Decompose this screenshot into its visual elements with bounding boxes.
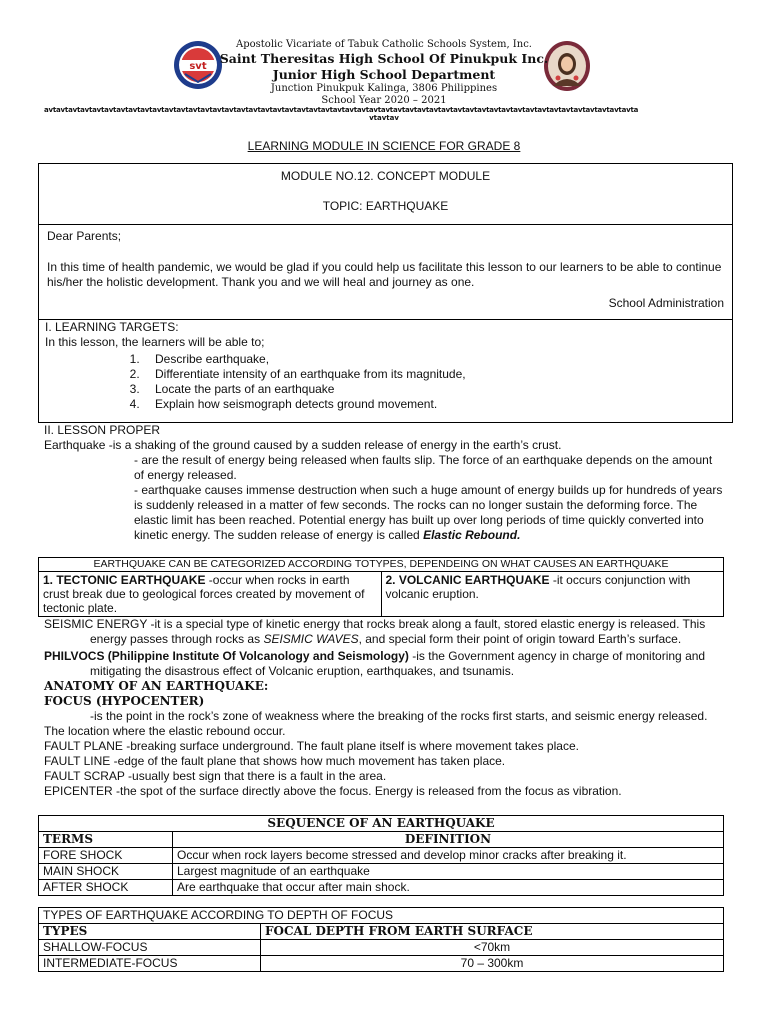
seismic-text: SEISMIC ENERGY -it is a special type of kinetic energy that rocks break along a fault, stored elastic energy is released. This energy passes through rocks as [44,617,706,646]
targets-heading: I. LEARNING TARGETS: [45,320,179,334]
list-item: 4. Explain how seismograph detects ground movement. [143,397,726,412]
sequence-table [38,815,724,896]
module-heading: LEARNING MODULE IN SCIENCE FOR GRADE 8 [247,139,521,153]
lesson-proper [44,423,724,543]
focus-text: -is the point in the rock’s zone of weakness where the breaking of the rocks first starts, and seismic energy released. The location where the elastic rebound occur. [44,709,708,738]
depth-cell: <70km [261,940,724,956]
header-address: Junction Pinukpuk Kalinga, 3806 Philippines [270,83,498,94]
earthquake-definition-3 [90,483,724,543]
seismic-text-end: , and special form their point of origin toward Earth’s surface. [358,632,682,646]
header-school-year: School Year 2020 – 2021 [321,95,447,106]
tectonic-cell [39,572,382,617]
volcanic-text: -it occurs conjunction with volcanic eruption. [385,573,691,601]
letter-salutation: Dear Parents; [47,229,122,243]
decorative-border-end: vtavtav [369,114,399,122]
earthquake-definition: Earthquake -is a shaking of the ground caused by a sudden release of energy in the earth’s crust. [44,438,562,452]
module-info-box [38,163,733,225]
header-department: Junior High School Department [272,67,496,82]
term-cell: AFTER SHOCK [39,880,173,896]
seismic-waves-term: SEISMIC WAVES [263,632,359,646]
depth-table [38,907,724,972]
letter-body: In this time of health pandemic, we would be glad if you could help us facilitate this lesson to our learners to be able to continue his/her the holistic development. Thank you and we will heal and journey as one. [47,260,722,289]
table-row [39,848,724,864]
seismic-energy [44,617,724,647]
volcanic-title: 2. VOLCANIC EARTHQUAKE [385,573,550,587]
focus-heading: FOCUS (HYPOCENTER) [44,694,205,708]
module-topic: TOPIC: EARTHQUAKE [322,199,449,213]
terms-header: TERMS [39,832,173,848]
term-cell: MAIN SHOCK [39,864,173,880]
anatomy-heading: ANATOMY OF AN EARTHQUAKE: [44,679,269,693]
philvocs [44,649,724,679]
term-cell: FORE SHOCK [39,848,173,864]
definition-cell: Occur when rock layers become stressed and develop minor cracks after breaking it. [173,848,724,864]
depth-cell: 70 – 300km [261,956,724,972]
parents-letter-box [38,224,733,320]
earthquake-definition-2: - are the result of energy being released when faults slip. The force of an earthquake depends on the amount of energy released. [134,453,713,482]
categories-heading: EARTHQUAKE CAN BE CATEGORIZED ACCORDING TOTYPES, DEPENDEING ON WHAT CAUSES AN EARTHQUAKE [39,558,724,572]
philvocs-title: PHILVOCS (Philippine Institute Of Volcanology and Seismology) [44,649,409,663]
list-item: 3. Locate the parts of an earthquake [143,382,726,397]
elastic-rebound-term: Elastic Rebound. [423,528,521,542]
type-cell: SHALLOW-FOCUS [39,940,261,956]
learning-targets-box [38,319,733,423]
definition-cell: Largest magnitude of an earthquake [173,864,724,880]
header-vicariate: Apostolic Vicariate of Tabuk Catholic Schools System, Inc. [236,39,532,50]
decorative-border: avtavtavtavtavtavtavtavtavtavtavtavtavtavtavtavtavtavtavtavtavtavtavtavtavtavtavtavtavtavtavtavtavtavtavtavtavtavtavtavtavtavtavtavtavtavtavtavtavta [44,107,639,114]
svg-text:svt: svt [189,61,207,72]
school-header [0,38,768,107]
fault-line: FAULT LINE -edge of the fault plane that shows how much movement has taken place. [44,754,506,768]
philvocs-text: -is the Government agency in charge of monitoring and mitigating the disastrous effect of Volcanic eruption, earthquakes, and tsunamis. [90,649,706,678]
lesson-heading: II. LESSON PROPER [44,423,161,437]
targets-intro: In this lesson, the learners will be able to; [45,335,265,349]
list-item: 1. Describe earthquake, [143,352,726,367]
sequence-title: SEQUENCE OF AN EARTHQUAKE [39,816,724,832]
type-cell: INTERMEDIATE-FOCUS [39,956,261,972]
earthquake-categories-table [38,557,724,617]
definition-header: DEFINITION [173,832,724,848]
definition-cell: Are earthquake that occur after main shock. [173,880,724,896]
list-item: 2. Differentiate intensity of an earthquake from its magnitude, [143,367,726,382]
letter-signature: School Administration [608,296,724,310]
tectonic-title: 1. TECTONIC EARTHQUAKE [43,573,206,587]
fault-scrap: FAULT SCRAP -usually best sign that there is a fault in the area. [44,769,387,783]
module-number: MODULE NO.12. CONCEPT MODULE [280,169,491,183]
header-school-name: Saint Theresitas High School Of Pinukpuk Inc. [219,51,549,66]
volcanic-cell [381,572,724,617]
tectonic-text: -occur when rocks in earth crust break due to geological forces created by movement of tectonic plate. [43,573,365,615]
table-row [39,864,724,880]
types-header: TYPES [39,924,261,940]
targets-list [143,352,726,412]
fault-plane: FAULT PLANE -breaking surface underground. The fault plane itself is where movement takes place. [44,739,579,753]
definition-text: - earthquake causes immense destruction when such a huge amount of energy builds up for hundreds of years is suddenly released in a matter of few seconds. The rocks can no longer sustain the deforming force. The elastic limit has been reached. Potential energy has built up over long periods of time quickly converted into kinetic energy. The sudden release of energy is called [134,483,723,542]
epicenter: EPICENTER -the spot of the surface directly above the focus. Energy is released from the focus as vibration. [44,784,622,798]
depth-header: FOCAL DEPTH FROM EARTH SURFACE [261,924,724,940]
table-row [39,940,724,956]
depth-title: TYPES OF EARTHQUAKE ACCORDING TO DEPTH OF FOCUS [39,908,724,924]
seismic-section [44,617,724,799]
table-row [39,880,724,896]
table-row [39,956,724,972]
